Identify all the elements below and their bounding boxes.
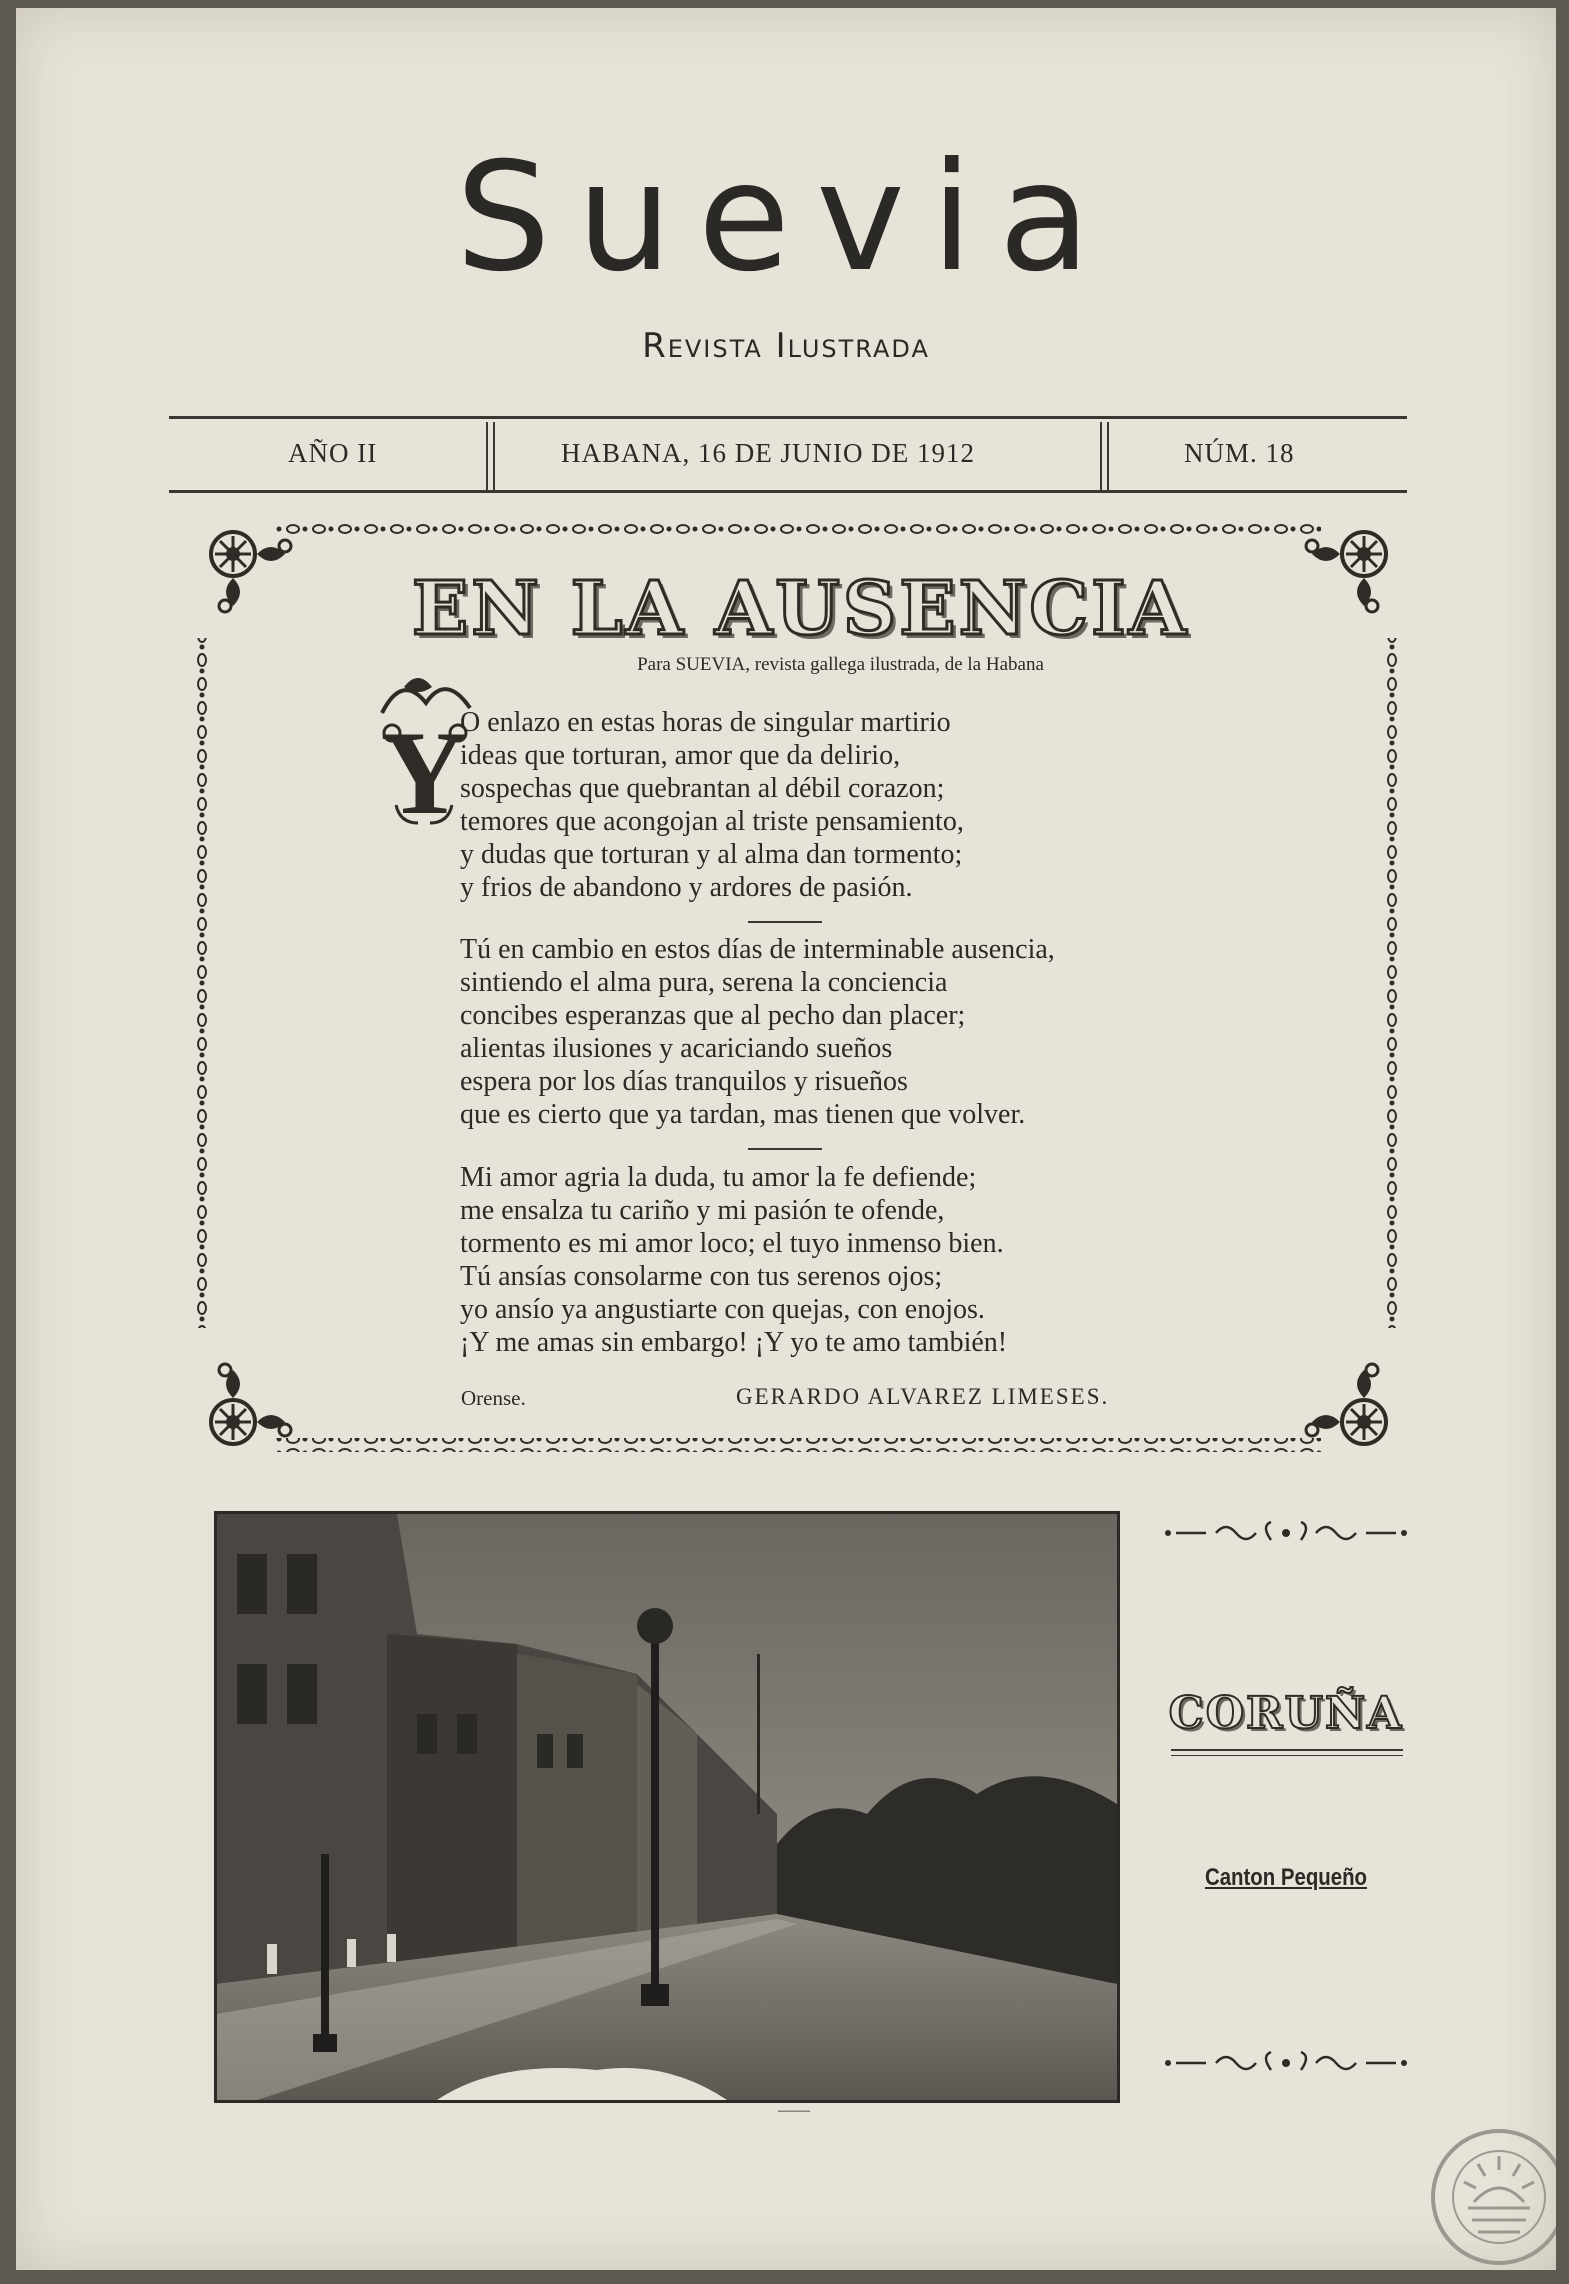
poem-line: tormento es mi amor loco; el tuyo inmenso bien. [460,1228,1004,1259]
street-photo [214,1511,1120,2103]
page-mark: —— [778,2102,810,2119]
frame-border-right [1384,638,1398,1328]
masthead-subtitle: Revista Ilustrada [642,326,930,366]
flourish-ornament-bottom [1156,2048,1416,2078]
library-seal-icon [1428,2126,1556,2268]
issue-year: AÑO II [288,438,378,468]
poem-title: EN LA AUSENCIA [411,566,1190,652]
poem-line: espera por los días tranquilos y risueños [460,1066,908,1097]
frame-border-top [276,524,1321,538]
magazine-page [16,8,1556,2270]
poem-line: yo ansío ya angustiarte con quejas, con enojos. [460,1294,985,1325]
poem-line: y frios de abandono y ardores de pasión. [460,872,913,903]
poem-line: temores que acongojan al triste pensamiento, [460,806,964,837]
poem-line: ideas que torturan, amor que da delirio, [460,740,901,771]
stanza-separator [748,921,822,923]
city-title: CORUÑA [1168,1688,1404,1739]
poem-line: ¡Y me amas sin embargo! ¡Y yo te amo también! [460,1327,1008,1358]
poem-line: y dudas que torturan y al alma dan tormento; [460,839,963,870]
poem-dedication: Para SUEVIA, revista gallega ilustrada, de la Habana [637,654,1044,675]
poem-author: GERARDO ALVAREZ LIMESES. [736,1384,1110,1409]
poem-line: concibes esperanzas que al pecho dan placer; [460,1000,966,1031]
drop-cap-ornament [374,673,474,833]
poem-stanza [460,1161,1260,1359]
masthead-title: Suevia [455,131,1117,305]
poem-place: Orense. [461,1386,526,1410]
poem-line: me ensalza tu cariño y mi pasión te ofende, [460,1195,945,1226]
poem-line: Tú en cambio en estos días de interminable ausencia, [460,934,1055,965]
header-rule-top [169,416,1407,419]
drop-cap-letter: Y [380,706,468,833]
flourish-ornament-top [1156,1518,1416,1548]
issue-place-date: HABANA, 16 DE JUNIO DE 1912 [561,438,975,468]
issue-number: NÚM. 18 [1184,438,1295,468]
photo-caption: Canton Pequeño [1204,1864,1368,1891]
poem-line: que es cierto que ya tardan, mas tienen que volver. [460,1099,1026,1130]
issue-separator [486,422,495,492]
frame-border-bottom [276,1438,1321,1452]
city-underline [1171,1749,1403,1756]
frame-border-left [195,638,209,1328]
poem-line: sospechas que quebrantan al débil corazon; [460,773,945,804]
poem-line: alientas ilusiones y acariciando sueños [460,1033,893,1064]
poem-line: O enlazo en estas horas de singular martirio [460,707,951,738]
poem-stanza [460,933,1260,1131]
poem-line: Mi amor agria la duda, tu amor la fe defiende; [460,1162,977,1193]
stanza-separator [748,1148,822,1150]
header-rule-bottom [169,490,1407,493]
issue-separator [1100,422,1109,492]
poem-line: Tú ansías consolarme con tus serenos ojos; [460,1261,943,1292]
poem-line: sintiendo el alma pura, serena la conciencia [460,967,948,998]
poem-stanza [460,706,1260,904]
